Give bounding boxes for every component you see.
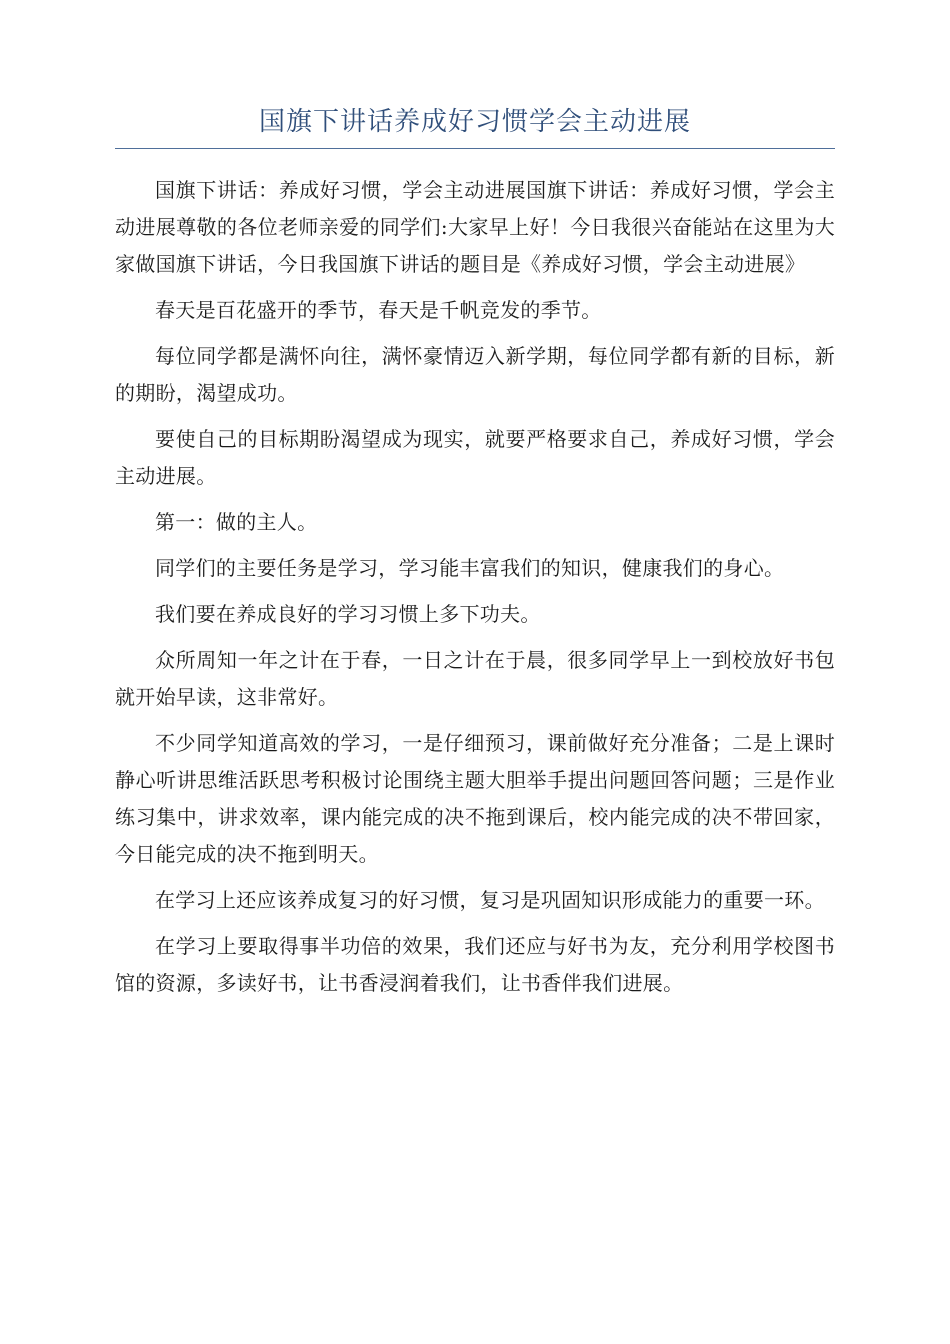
- document-body: [115, 172, 835, 1011]
- paragraph: 每位同学都是满怀向往，满怀豪情迈入新学期，每位同学都有新的目标，新的期盼，渴望成功。: [115, 344, 835, 405]
- paragraph: 第一：做的主人。: [155, 510, 318, 534]
- paragraph: 春天是百花盛开的季节，春天是千帆竞发的季节。: [155, 298, 602, 322]
- paragraph: 在学习上要取得事半功倍的效果，我们还应与好书为友，充分利用学校图书馆的资源，多读好书，让书香浸润着我们，让书香伴我们进展。: [115, 934, 835, 995]
- paragraph: 众所周知一年之计在于春，一日之计在于晨，很多同学早上一到校放好书包就开始早读，这非常好。: [115, 648, 835, 709]
- paragraph: 不少同学知道高效的学习，一是仔细预习，课前做好充分准备；二是上课时静心听讲思维活跃思考积极讨论围绕主题大胆举手提出问题回答问题；三是作业练习集中，讲求效率，课内能完成的决不拖到课后，校内能完成的决不带回家，今日能完成的决不拖到明天。: [115, 731, 835, 866]
- paragraph: 要使自己的目标期盼渴望成为现实，就要严格要求自己，养成好习惯，学会主动进展。: [115, 427, 835, 488]
- document-title: 国旗下讲话养成好习惯学会主动进展: [258, 107, 691, 137]
- paragraph: 国旗下讲话：养成好习惯，学会主动进展国旗下讲话：养成好习惯，学会主动进展尊敬的各位老师亲爱的同学们:大家早上好！今日我很兴奋能站在这里为大家做国旗下讲话，今日我国旗下讲话的题目是《养成好习惯，学会主动进展》: [115, 178, 835, 276]
- paragraph: 在学习上还应该养成复习的好习惯，复习是巩固知识形成能力的重要一环。: [155, 888, 825, 912]
- paragraph: 同学们的主要任务是学习，学习能丰富我们的知识，健康我们的身心。: [155, 556, 785, 580]
- title-block: [115, 104, 835, 149]
- paragraph: 我们要在养成良好的学习习惯上多下功夫。: [155, 602, 541, 626]
